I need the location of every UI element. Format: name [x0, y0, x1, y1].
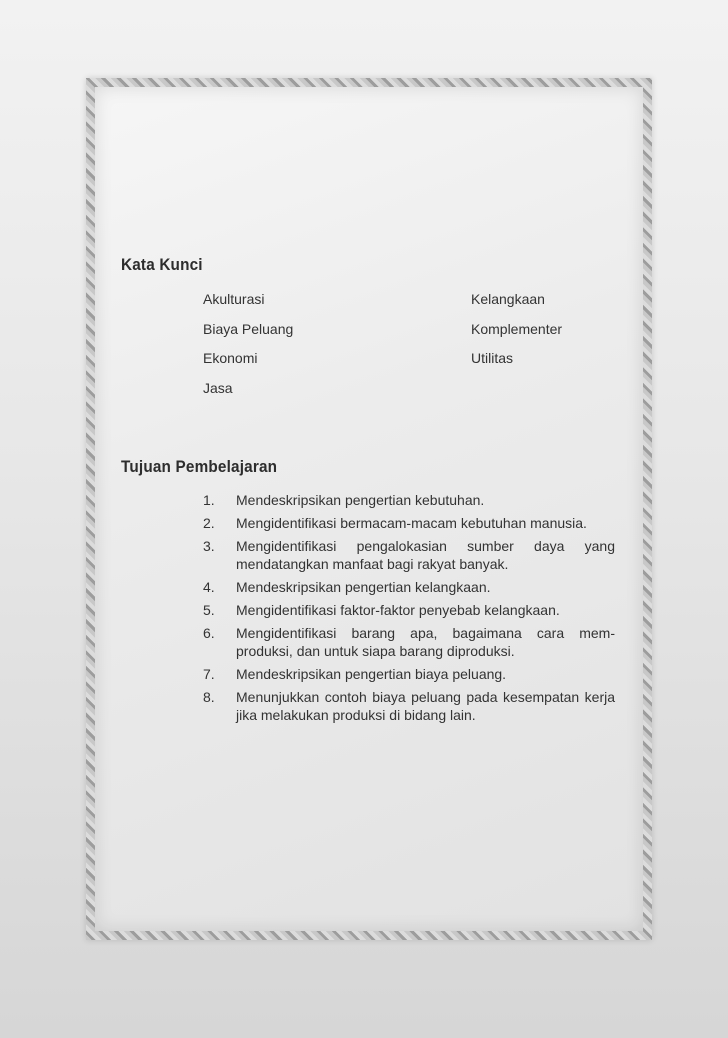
list-item — [203, 578, 615, 596]
keyword: Komplementer — [471, 321, 563, 337]
list-item — [203, 514, 615, 532]
list-item — [203, 688, 615, 724]
list-item — [203, 665, 615, 683]
item-text: Mendeskripsikan pengertian biaya peluang. — [236, 666, 507, 682]
item-text: Mendeskripsikan pengertian kelangkaan. — [236, 579, 491, 595]
item-number: 8. — [203, 689, 215, 705]
objective-list — [203, 491, 615, 729]
keyword: Biaya Peluang — [203, 321, 294, 337]
keyword: Akulturasi — [203, 291, 265, 307]
item-text: Mendeskripsikan pengertian kebutuhan. — [236, 492, 485, 508]
item-text: Mengidentifikasi bermacam-macam kebutuhan manusia. — [236, 515, 587, 531]
keyword: Kelangkaan — [471, 291, 545, 307]
keyword: Utilitas — [471, 350, 514, 366]
item-number: 1. — [203, 492, 215, 508]
keyword: Jasa — [203, 380, 233, 396]
item-number: 4. — [203, 579, 215, 595]
item-number: 5. — [203, 602, 215, 618]
list-item — [203, 491, 615, 509]
list-item — [203, 537, 615, 573]
keyword: Ekonomi — [203, 350, 258, 366]
item-number: 6. — [203, 625, 215, 641]
list-item — [203, 601, 615, 619]
tujuan-pembelajaran-heading: Tujuan Pembelajaran — [121, 457, 278, 476]
item-text: Mengidentifikasi pengalokasian sumber daya yang mendatangkan manfaat bagi rakyat banyak. — [236, 538, 615, 572]
kata-kunci-heading: Kata Kunci — [121, 255, 203, 274]
item-text: Mengidentifikasi barang apa, bagaimana cara mem-produksi, dan untuk siapa barang diproduksi. — [236, 625, 615, 659]
item-number: 7. — [203, 666, 215, 682]
list-item — [203, 624, 615, 660]
item-number: 2. — [203, 515, 215, 531]
item-text: Menunjukkan contoh biaya peluang pada kesempatan kerja jika melakukan produksi di bidang lain. — [236, 689, 615, 723]
item-number: 3. — [203, 538, 215, 554]
item-text: Mengidentifikasi faktor-faktor penyebab kelangkaan. — [236, 602, 560, 618]
